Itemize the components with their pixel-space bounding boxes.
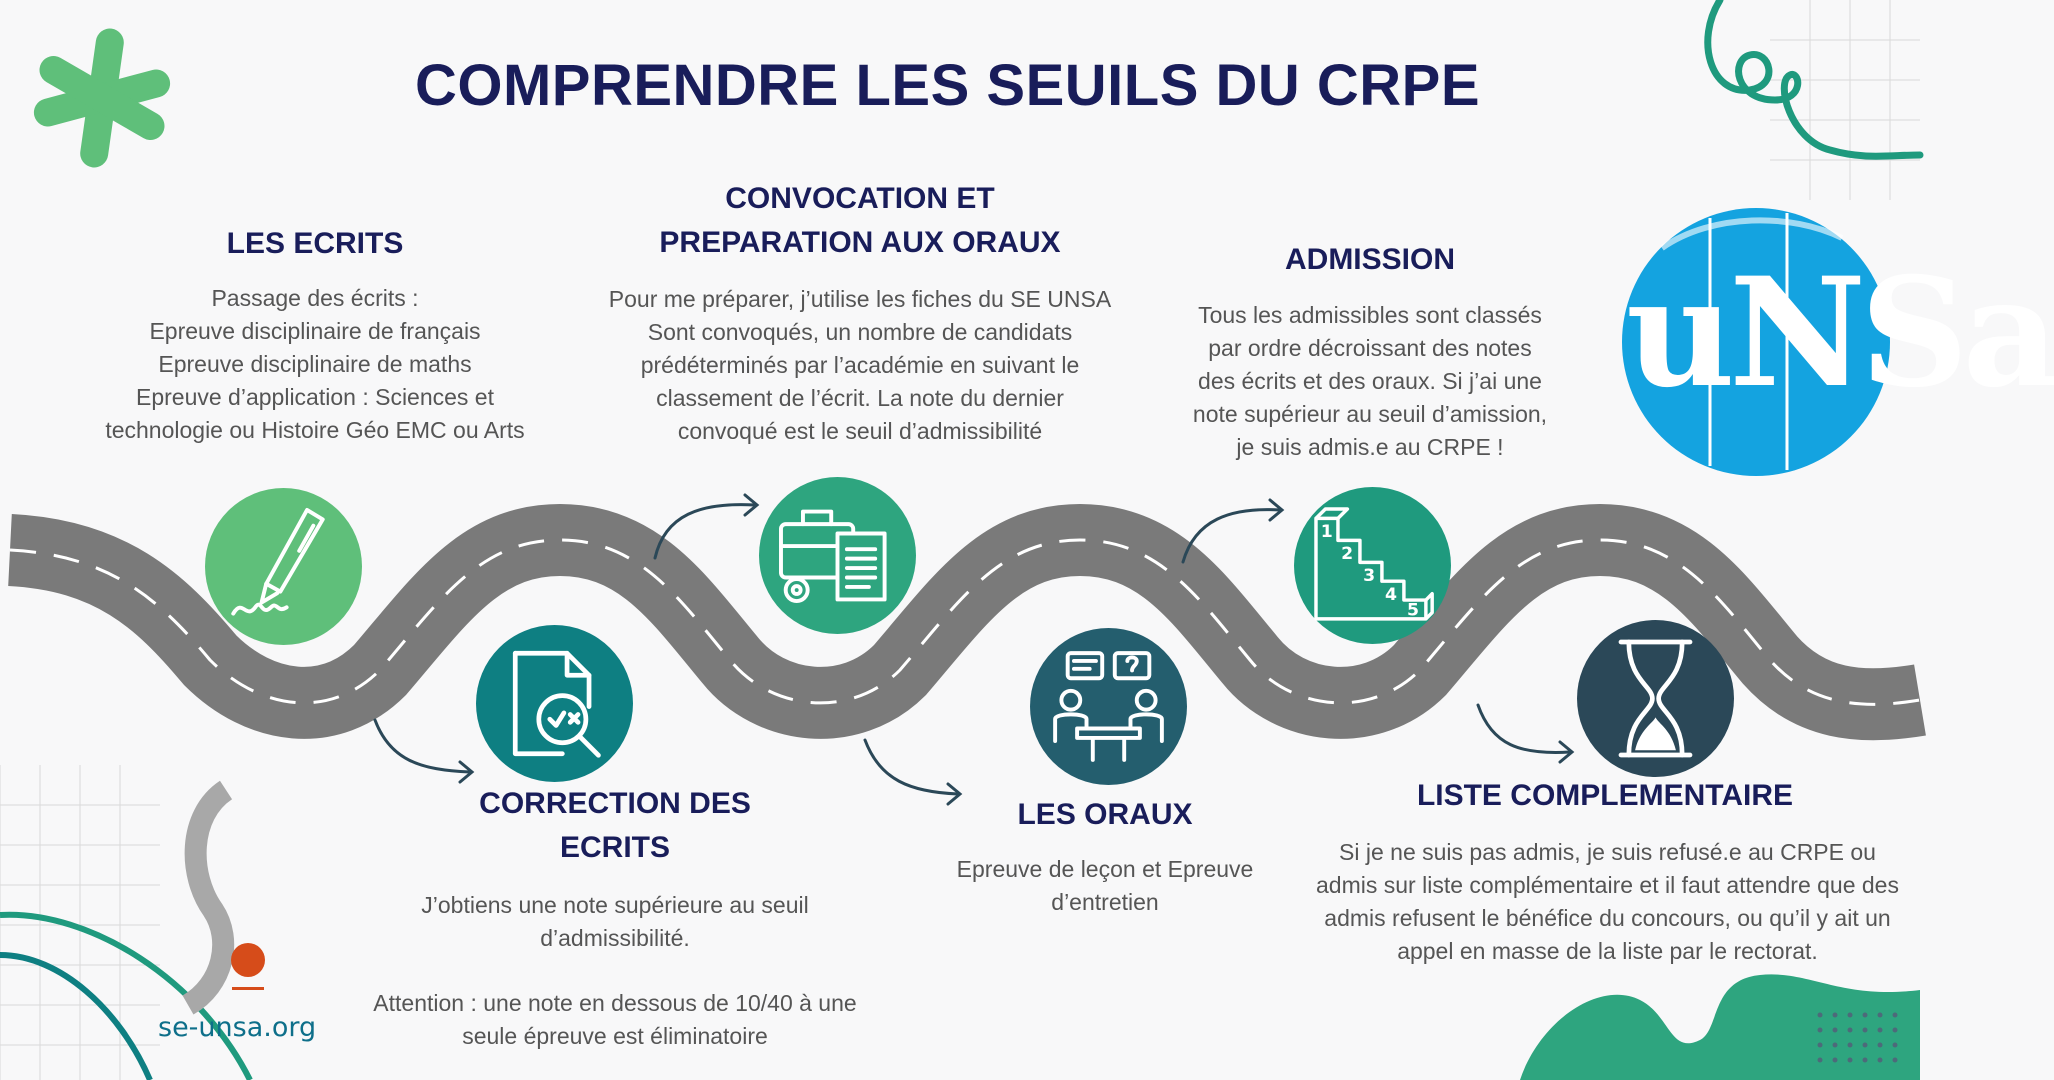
step-admission-text	[1150, 299, 1590, 464]
svg-text:2: 2	[1341, 544, 1354, 565]
text-line: note supérieur au seuil d’amission,	[1192, 401, 1548, 427]
blob-decoration-icon	[1520, 960, 1920, 1080]
text-line: admis sur liste complémentaire et il faut attendre que des	[1316, 872, 1899, 898]
interview-icon	[1030, 628, 1187, 785]
se-unsa-logo-mark	[168, 785, 278, 1015]
heading-line: CONVOCATION ET	[725, 182, 995, 215]
text-line: admis refusent le bénéfice du concours, ou qu’il y ait un	[1324, 905, 1891, 931]
text-line: Attention : une note en dessous de 10/40 à une	[373, 990, 857, 1016]
step-correction-text	[345, 889, 885, 955]
hourglass-icon	[1577, 620, 1734, 777]
unsa-logo-text: uNSa	[1626, 245, 2054, 421]
step-correction-heading	[395, 782, 835, 870]
text-line: Epreuve disciplinaire de maths	[158, 351, 472, 377]
svg-text:4: 4	[1385, 585, 1398, 606]
text-line: technologie ou Histoire Géo EMC ou Arts	[105, 417, 525, 443]
text-line: Epreuve de leçon et Epreuve	[956, 856, 1254, 882]
text-line: Passage des écrits :	[211, 285, 419, 311]
document-search-icon	[476, 625, 633, 782]
step-liste-text	[1300, 836, 1915, 968]
text-line: par ordre décroissant des notes	[1208, 335, 1532, 361]
step-admission-heading: ADMISSION	[1284, 243, 1455, 276]
text-line: d’entretien	[1051, 889, 1159, 915]
page-title: COMPRENDRE LES SEUILS DU CRPE	[414, 53, 1481, 118]
text-line: Tous les admissibles sont classés	[1198, 302, 1542, 328]
text-line: J’obtiens une note supérieure au seuil	[421, 892, 809, 918]
text-line: Pour me préparer, j’utilise les fiches du SE UNSA	[608, 286, 1112, 312]
step-oraux-text	[920, 853, 1290, 919]
text-line: d’admissibilité.	[540, 925, 690, 951]
step-convocation-heading	[580, 177, 1140, 265]
text-line: des écrits et des oraux. Si j’ai une	[1198, 368, 1542, 394]
text-line: classement de l’écrit. La note du dernier	[656, 385, 1064, 411]
svg-text:5: 5	[1407, 600, 1420, 621]
step-oraux-heading: LES ORAUX	[1017, 798, 1193, 831]
step-liste-heading: LISTE COMPLEMENTAIRE	[1416, 779, 1794, 812]
text-line: je suis admis.e au CRPE !	[1236, 434, 1504, 460]
svg-text:3: 3	[1363, 566, 1376, 587]
heading-line: ECRITS	[559, 831, 670, 864]
text-line: Sont convoqués, un nombre de candidats	[647, 319, 1073, 345]
step-ecrits-text	[70, 282, 560, 447]
text-line: appel en masse de la liste par le rectorat.	[1397, 938, 1818, 964]
step-convocation-text	[575, 283, 1145, 448]
text-line: Epreuve d’application : Sciences et	[136, 384, 494, 410]
svg-text:1: 1	[1320, 522, 1333, 543]
se-unsa-logo-text: se-unsa.org	[158, 1012, 317, 1043]
pen-signature-icon	[205, 488, 362, 645]
step-ecrits-heading: LES ECRITS	[226, 227, 404, 260]
text-line: prédéterminés par l’académie en suivant le	[640, 352, 1080, 378]
unsa-logo	[1622, 208, 2054, 476]
heading-line: PREPARATION AUX ORAUX	[659, 226, 1061, 259]
briefcase-document-icon	[759, 477, 916, 634]
heading-line: CORRECTION DES	[479, 787, 751, 820]
text-line: Si je ne suis pas admis, je suis refusé.e au CRPE ou	[1339, 839, 1876, 865]
text-line: convoqué est le seuil d’admissibilité	[677, 418, 1043, 444]
text-line: Epreuve disciplinaire de français	[149, 318, 481, 344]
step-correction-warning	[345, 987, 885, 1053]
ranking-stairs-icon	[1294, 487, 1451, 644]
text-line: seule épreuve est éliminatoire	[462, 1023, 768, 1049]
